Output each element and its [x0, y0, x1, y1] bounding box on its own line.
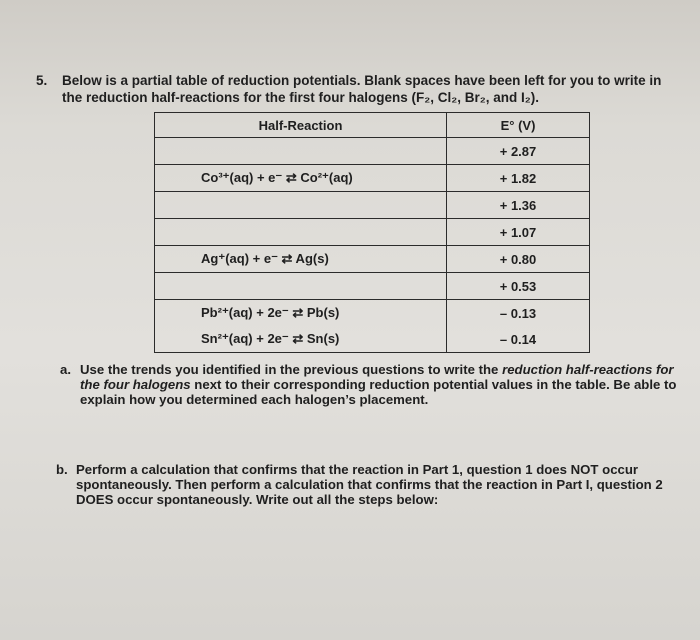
potential-cell: + 0.53 [447, 273, 590, 300]
table-row [155, 219, 590, 246]
reaction-cell: Pb²⁺(aq) + 2e⁻ ⇄ Pb(s) [155, 300, 447, 327]
part-a-text-1: Use the trends you identified in the previous questions to write the [80, 362, 503, 377]
part-a-text-2: next to their corresponding reduction potential values in the table. Be able to explain how you determined each halogen’s placement. [80, 377, 677, 407]
part-a-emphasis: reduction half-reactions for the four halogens [80, 362, 674, 392]
potential-cell: + 2.87 [447, 138, 590, 165]
reaction-cell[interactable] [155, 138, 447, 165]
table-row [155, 273, 590, 300]
table-row [155, 300, 590, 327]
header-half-reaction: Half-Reaction [155, 113, 447, 138]
question-intro: Below is a partial table of reduction potentials. Blank spaces have been left for you to write in the reduction half-reactions for the first four halogens (F₂, Cl₂, Br₂, and I₂). [62, 73, 662, 105]
reaction-cell: Co³⁺(aq) + e⁻ ⇄ Co²⁺(aq) [155, 165, 447, 192]
table-row [155, 165, 590, 192]
potential-cell: + 1.82 [447, 165, 590, 192]
potential-cell: + 0.80 [447, 246, 590, 273]
table-row [155, 326, 590, 353]
reduction-potentials-table [154, 112, 590, 353]
part-b-text: Perform a calculation that confirms that the reaction in Part 1, question 1 does NOT occur spontaneously. Then perform a calculation that confirms that the reaction in Part I, question 2 DOES occur spontaneously. Write out all the steps below: [76, 462, 663, 507]
potential-cell: – 0.14 [447, 326, 590, 353]
part-b-label: b. [56, 462, 68, 477]
potential-cell: + 1.36 [447, 192, 590, 219]
table-row [155, 138, 590, 165]
reaction-cell[interactable] [155, 219, 447, 246]
question-number: 5. [36, 73, 48, 88]
part-a-label: a. [60, 362, 71, 377]
reaction-cell[interactable] [155, 192, 447, 219]
table-row [155, 192, 590, 219]
part-a-text [80, 362, 680, 407]
potential-cell: – 0.13 [447, 300, 590, 327]
header-potential: E° (V) [447, 113, 590, 138]
reaction-cell[interactable] [155, 273, 447, 300]
potential-cell: + 1.07 [447, 219, 590, 246]
table-row [155, 246, 590, 273]
reaction-cell: Sn²⁺(aq) + 2e⁻ ⇄ Sn(s) [155, 326, 447, 353]
reaction-cell: Ag⁺(aq) + e⁻ ⇄ Ag(s) [155, 246, 447, 273]
table-header-row [155, 113, 590, 138]
